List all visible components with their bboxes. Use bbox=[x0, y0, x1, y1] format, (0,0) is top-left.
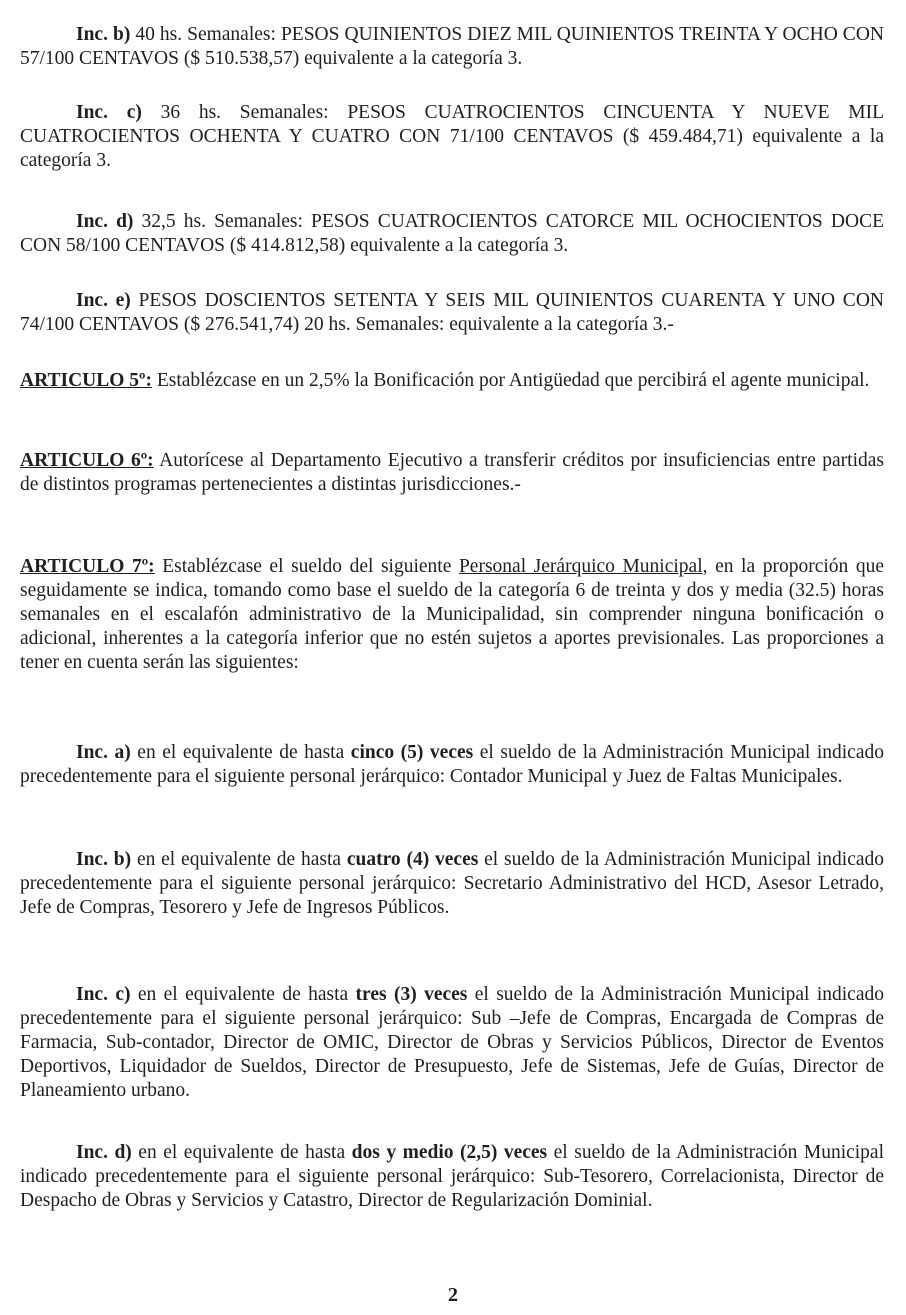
article-label: ARTICULO 5º: bbox=[20, 370, 152, 391]
item-label: Inc. b) bbox=[76, 24, 131, 45]
item-text-before: en el equivalente de hasta bbox=[131, 1142, 352, 1163]
article-7 bbox=[20, 555, 884, 675]
item-text: PESOS DOSCIENTOS SETENTA Y SEIS MIL QUINIENTOS CUARENTA Y UNO CON 74/100 CENTAVOS ($ 276.541,74) 20 hs. Semanales: equivalente a la categoría 3.- bbox=[20, 290, 884, 335]
item-label: Inc. e) bbox=[76, 290, 131, 311]
article-text: Autorícese al Departamento Ejecutivo a transferir créditos por insuficiencias entre partidas de distintos programas pertenecientes a distintas jurisdicciones.- bbox=[20, 450, 884, 495]
article-text-after: , en la proporción que seguidamente se indica, tomando como base el sueldo de la categoría 6 de treinta y dos y media (32.5) horas semanales en el escalafón administrativo de la Municipalidad, sin comprender ninguna bonificación o adicional, inherentes a la categoría inferior que no estén sujetos a aportes previsionales. Las proporciones a tener en cuenta serán las siguientes: bbox=[20, 556, 884, 673]
article-6 bbox=[20, 449, 884, 497]
paragraph-7-inc-c bbox=[20, 983, 884, 1103]
paragraph-inc-e-20hs bbox=[20, 289, 884, 337]
item-bold-multiplier: cinco (5) veces bbox=[350, 742, 474, 763]
paragraph-inc-d-32hs bbox=[20, 210, 884, 258]
article-text-before: Establézcase el sueldo del siguiente bbox=[154, 556, 459, 577]
item-bold-multiplier: tres (3) veces bbox=[355, 984, 468, 1005]
item-label: Inc. c) bbox=[76, 984, 131, 1005]
paragraph-inc-c-36hs bbox=[20, 101, 884, 173]
page-number: 2 bbox=[448, 1284, 458, 1306]
item-bold-multiplier: dos y medio (2,5) veces bbox=[351, 1142, 548, 1163]
article-text: Establézcase en un 2,5% la Bonificación por Antigüedad que percibirá el agente municipal. bbox=[151, 370, 870, 391]
item-text: 32,5 hs. Semanales: PESOS CUATROCIENTOS CATORCE MIL OCHOCIENTOS DOCE CON 58/100 CENTAVOS ($ 414.812,58) equivalente a la categoría 3. bbox=[20, 211, 884, 256]
item-label: Inc. c) bbox=[76, 102, 142, 123]
item-text-after: el sueldo de la Administración Municipal indicado precedentemente para el siguiente personal jerárquico: Contador Municipal y Juez de Faltas Municipales. bbox=[20, 742, 884, 787]
paragraph-inc-b-40hs bbox=[20, 23, 884, 71]
item-text-before: en el equivalente de hasta bbox=[130, 984, 356, 1005]
item-label: Inc. b) bbox=[76, 849, 132, 870]
item-text-before: en el equivalente de hasta bbox=[131, 849, 347, 870]
item-text: 36 hs. Semanales: PESOS CUATROCIENTOS CINCUENTA Y NUEVE MIL CUATROCIENTOS OCHENTA Y CUATRO CON 71/100 CENTAVOS ($ 459.484,71) equivalente a la categoría 3. bbox=[20, 102, 884, 171]
personal-jerarquico-underlined: Personal Jerárquico Municipal bbox=[458, 556, 703, 577]
item-bold-multiplier: cuatro (4) veces bbox=[346, 849, 479, 870]
item-label: Inc. d) bbox=[76, 211, 134, 232]
paragraph-7-inc-a bbox=[20, 741, 884, 789]
item-text-after: el sueldo de la Administración Municipal indicado precedentemente para el siguiente personal jerárquico: Sub –Jefe de Compras, Encargada de Compras de Farmacia, Sub-contador, Director de OMIC, Director de Obras y Servicios Públicos, Director de Eventos Deportivos, Liquidador de Sueldos, Director de Presupuesto, Jefe de Sistemas, Jefe de Guías, Director de Planeamiento urbano. bbox=[20, 984, 884, 1101]
item-text-before: en el equivalente de hasta bbox=[130, 742, 351, 763]
item-text: 40 hs. Semanales: PESOS QUINIENTOS DIEZ MIL QUINIENTOS TREINTA Y OCHO CON 57/100 CENTAVOS ($ 510.538,57) equivalente a la categoría 3. bbox=[20, 24, 884, 69]
item-text-after: el sueldo de la Administración Municipal indicado precedentemente para el siguiente personal jerárquico: Secretario Administrativo del HCD, Asesor Letrado, Jefe de Compras, Tesorero y Jefe de Ingresos Públicos. bbox=[20, 849, 885, 918]
item-label: Inc. a) bbox=[76, 742, 131, 763]
article-5 bbox=[20, 369, 884, 393]
article-label: ARTICULO 6º: bbox=[20, 450, 154, 471]
item-text-after: el sueldo de la Administración Municipal indicado precedentemente para el siguiente personal jerárquico: Sub-Tesorero, Correlacionista, Director de Despacho de Obras y Servicios y Catastro, Director de Regularización Dominial. bbox=[20, 1142, 885, 1211]
item-label: Inc. d) bbox=[76, 1142, 132, 1163]
paragraph-7-inc-b bbox=[20, 848, 884, 920]
paragraph-7-inc-d bbox=[20, 1141, 884, 1213]
article-label: ARTICULO 7º: bbox=[20, 556, 155, 577]
